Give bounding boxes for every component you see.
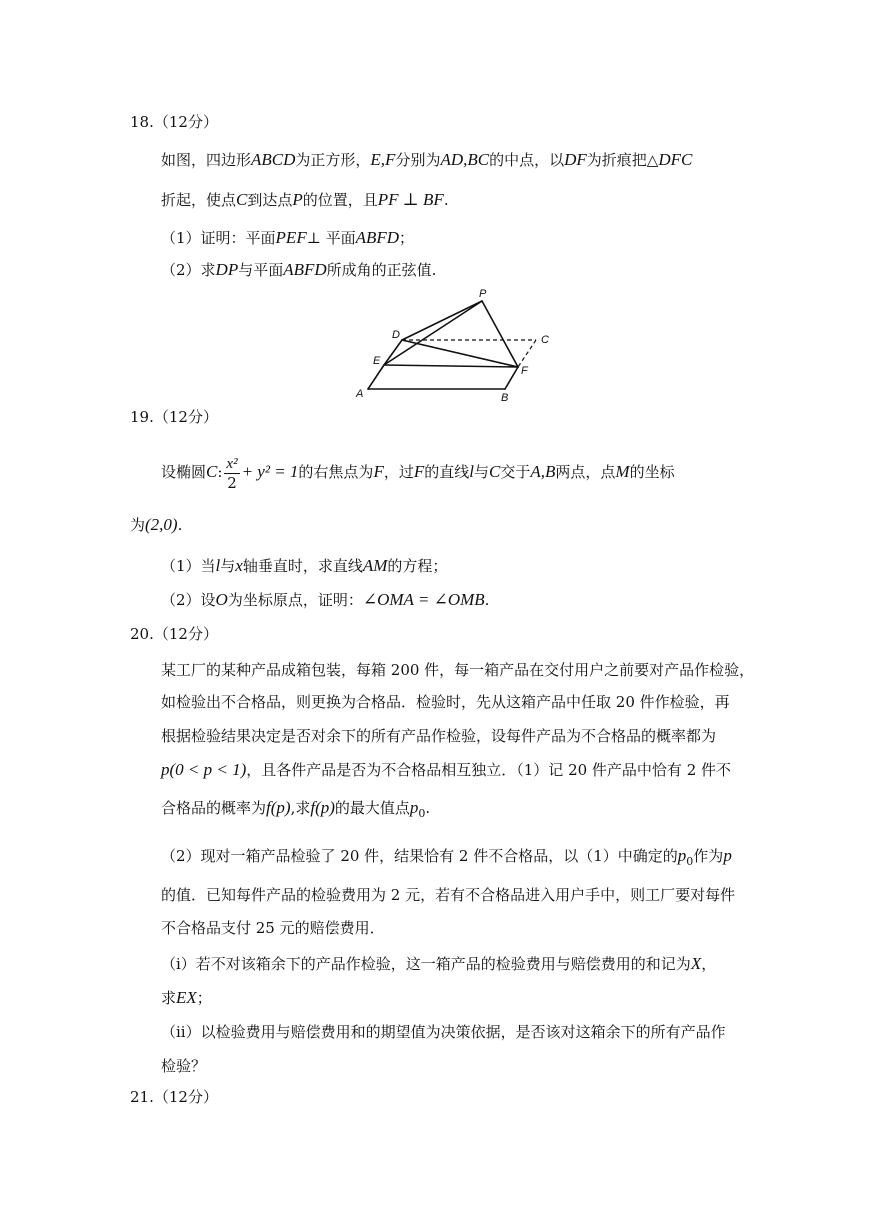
q20-part2-line3: 不合格品支付 25 元的赔偿费用． xyxy=(161,919,385,937)
q20-text-line3: 根据检验结果决定是否对余下的所有产品作检验，设每件产品为不合格品的概率都为 xyxy=(161,727,717,745)
q19-part2: （2）设O为坐标原点，证明：∠OMA = ∠OMB. xyxy=(161,590,490,609)
q20-text-line5: 合格品的概率为f(p),求f(p)的最大值点$p_0$. xyxy=(161,798,431,820)
q20-part2-line2: 的值．已知每件产品的检验费用为 2 元，若有不合格品进入用户手中，则工厂要对每件 xyxy=(161,886,736,904)
q20-part2-line1: （2）现对一箱产品检验了 20 件，结果恰有 2 件不合格品，以（1）中确定的$p_0$作为p xyxy=(161,846,732,868)
q19-part1: （1）当l与x轴垂直时，求直线AM的方程； xyxy=(161,556,448,575)
edge-PF xyxy=(482,301,518,367)
q18-text-line2: 折起，使点C到达点P的位置，且PF ⊥ BF. xyxy=(161,190,449,209)
q20-header: 20.（12分） xyxy=(130,625,218,643)
q19-header: 19.（12分） xyxy=(130,408,218,426)
label-E: E xyxy=(373,355,381,367)
q20-part2-i-line2: 求EX； xyxy=(161,988,212,1007)
q19-text-line1: 设椭圆C: $\frac{\text{x²}}{2}$ + y² = 1的右焦点为F，过F的直线l与C交于A,B两点，点M的坐标 xyxy=(161,455,675,492)
q19-text-line2: 为(2,0). xyxy=(130,515,183,534)
edge-CF-dashed xyxy=(518,340,536,367)
label-B: B xyxy=(501,392,509,403)
q18-part1: （1）证明：平面PEF⊥ 平面ABFD； xyxy=(161,228,415,247)
label-D: D xyxy=(392,329,400,341)
edge-DP xyxy=(402,301,482,340)
edge-EF xyxy=(384,365,518,367)
ellipse-fraction: $\frac{\text{x²}}{2}$ xyxy=(226,455,238,492)
q18-text-line1: 如图，四边形ABCD为正方形，E,F分别为AD,BC的中点，以DF为折痕把△DFC xyxy=(161,150,693,169)
q18-part2: （2）求DP与平面ABFD所成角的正弦值. xyxy=(161,260,437,279)
folded-square-figure xyxy=(340,283,560,403)
q20-text-line4: p(0 < p < 1)，且各件产品是否为不合格品相互独立．（1）记 20 件产品中恰有 2 件不 xyxy=(161,760,732,779)
label-F: F xyxy=(521,365,528,377)
label-P: P xyxy=(479,288,487,300)
label-A: A xyxy=(356,388,364,400)
edge-PE-dashed xyxy=(402,340,518,367)
q20-part2-ii-line2: 检验？ xyxy=(161,1057,207,1075)
q20-text-line2: 如检验出不合格品，则更换为合格品．检验时，先从这箱产品中任取 20 件作检验，再 xyxy=(161,693,730,711)
edge-AE xyxy=(368,365,384,389)
q20-text-line1: 某工厂的某种产品成箱包装，每箱 200 件，每一箱产品在交付用户之前要对产品作检验， xyxy=(161,661,755,679)
label-C: C xyxy=(541,334,549,346)
q21-header: 21.（12分） xyxy=(130,1088,218,1106)
q20-part2-i-line1: （i）若不对该箱余下的产品作检验，这一箱产品的检验费用与赔偿费用的和记为X， xyxy=(161,954,717,973)
q18-header: 18.（12分） xyxy=(130,113,218,131)
q20-part2-ii-line1: （ii）以检验费用与赔偿费用和的期望值为决策依据，是否该对这箱余下的所有产品作 xyxy=(161,1023,726,1041)
edge-BF xyxy=(505,367,518,389)
edge-ED xyxy=(384,340,402,365)
